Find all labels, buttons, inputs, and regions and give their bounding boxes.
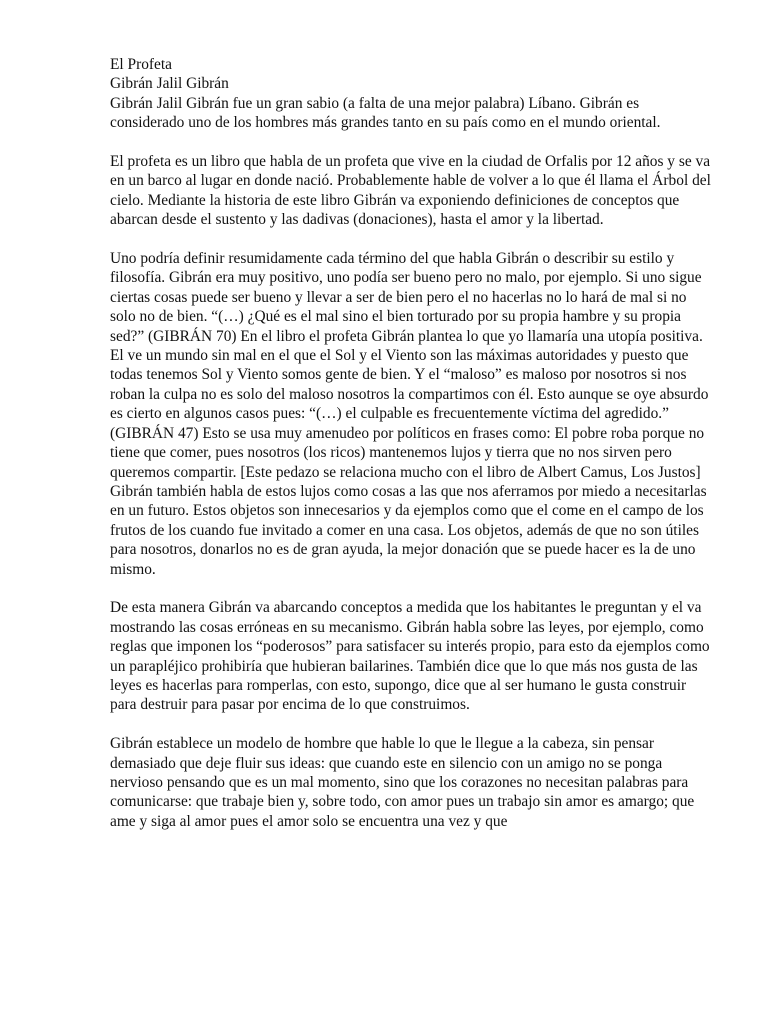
paragraph-4: De esta manera Gibrán va abarcando conceptos a medida que los habitantes le preguntan y el va mostrando las cosas erróneas en su mecanismo. Gibrán habla sobre las leyes, por ejemplo, como reglas que imponen los “poderosos” para satisfacer su interés propio, para esto da ejemplos como un parapléjico prohibiría que hubieran bailarines. También dice que lo que más nos gusta de las leyes es hacerlas para romperlas, con esto, supongo, dice que al ser humano le gusta construir para destruir para pasar por encima de lo que construimos.	[110, 599, 710, 714]
paragraph-3: Uno podría definir resumidamente cada término del que habla Gibrán o describir su estilo y filosofía. Gibrán era muy positivo, uno podía ser bueno pero no malo, por ejemplo. Si uno sigue ciertas cosas puede ser bueno y llevar a ser de bien pero el no hacerlas no lo hará de mal si no solo no de bien. “(…) ¿Qué es el mal sino el bien torturado por su propia hambre y su propia sed?” (GIBRÁN 70) En el libro el profeta Gibrán plantea lo que yo llamaría una utopía positiva. El ve un mundo sin mal en el que el Sol y el Viento son las máximas autoridades y puesto que todas tenemos Sol y Viento somos gente de bien. Y el “maloso” es maloso por nosotros si nos roban la culpa no es solo del maloso nosotros la compartimos con él. Esto aunque se oye absurdo es cierto en algunos casos pues: “(…) el culpable es frecuentemente víctima del agredido.” (GIBRÁN 47) Esto se usa muy amenudeo por políticos en frases como: El pobre roba porque no tiene que comer, pues nosotros (los ricos) mantenemos lujos y tierra que no nos sirven pero queremos compartir. [Este pedazo se relaciona mucho con el libro de Albert Camus, Los Justos] Gibrán también habla de estos lujos como cosas a las que nos aferramos por miedo a necesitarlas en un futuro. Estos objetos son innecesarios y da ejemplos como que el come en el campo de los frutos de los cuando fue invitado a comer en una casa. Los objetos, además de que no son útiles para nosotros, donarlos no es de gran ayuda, la mejor donación que se puede hacer es la de uno mismo.	[110, 250, 709, 578]
paragraph-5: Gibrán establece un modelo de hombre que hable lo que le llegue a la cabeza, sin pensar demasiado que deje fluir sus ideas: que cuando este en silencio con un amigo no se ponga nervioso pensando que es un mal momento, sino que los corazones no necesitan palabras para comunicarse: que trabaje bien y, sobre todo, con amor pues un trabajo sin amor es amargo; que ame y siga al amor pues el amor solo se encuentra una vez y que	[110, 735, 695, 830]
document-author: Gibrán Jalil Gibrán	[110, 75, 229, 93]
paragraph-2: El profeta es un libro que habla de un profeta que vive en la ciudad de Orfalis por 12 años y se va en un barco al lugar en donde nació. Probablemente hable de volver a lo que él llama el Árbol del cielo. Mediante la historia de este libro Gibrán va exponiendo definiciones de conceptos que abarcan desde el sustento y las dadivas (donaciones), hasta el amor y la libertad.	[110, 153, 711, 229]
document-title: El Profeta	[110, 56, 172, 73]
paragraph-1: Gibrán Jalil Gibrán fue un gran sabio (a falta de una mejor palabra) Líbano. Gibrán es considerado uno de los hombres más grandes tanto en su país como en el mundo oriental.	[110, 94, 661, 132]
